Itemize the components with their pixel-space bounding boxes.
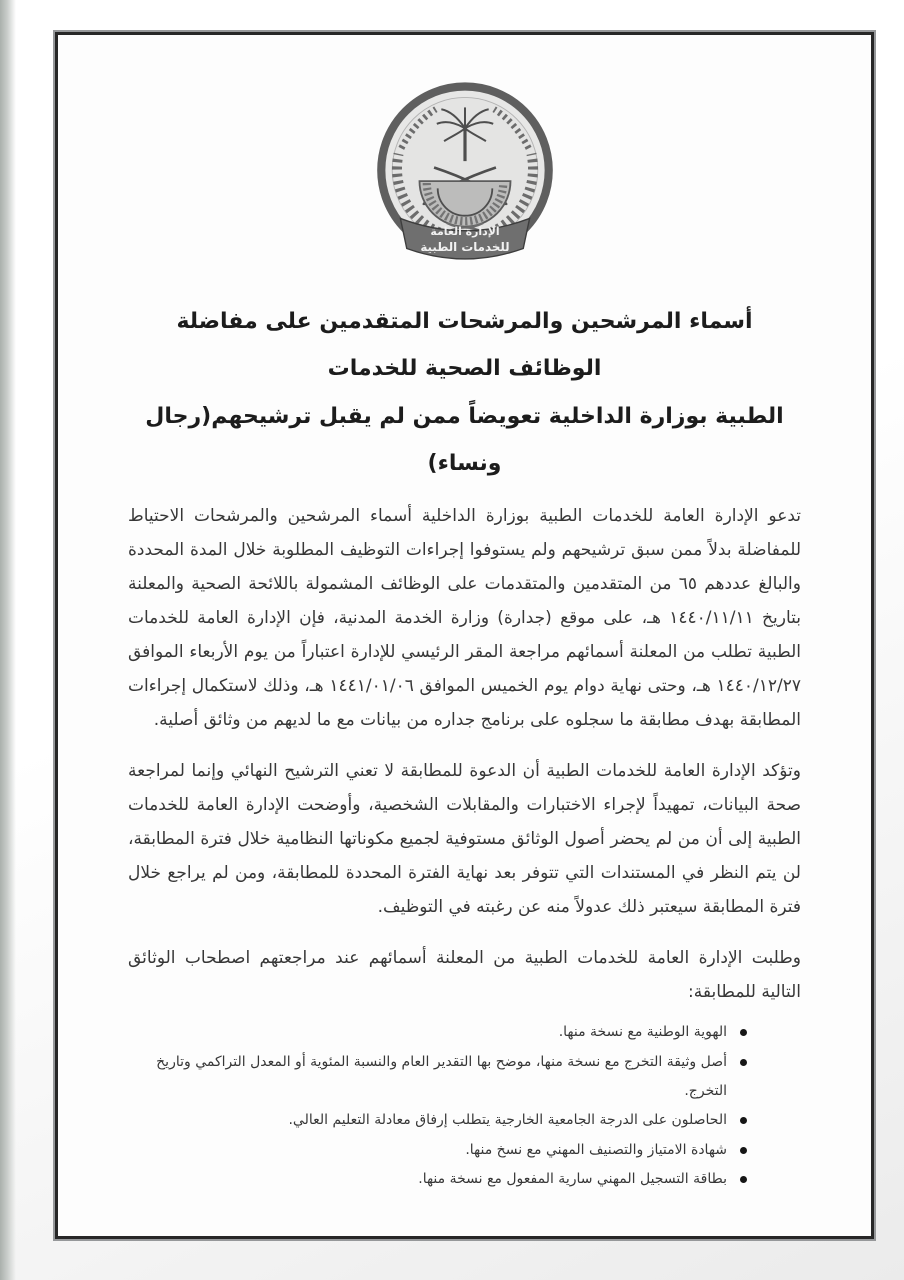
ribbon-text-line2: للخدمات الطبية xyxy=(419,240,510,255)
list-item-text: بطاقة التسجيل المهني سارية المفعول مع نسخة منها. xyxy=(418,1171,727,1188)
bullet-icon xyxy=(740,1176,747,1183)
list-item xyxy=(128,1136,747,1165)
list-item-text: شهادة الامتياز والتصنيف المهني مع نسخ منها. xyxy=(465,1141,727,1158)
bullet-icon xyxy=(740,1117,747,1124)
list-item xyxy=(128,1018,747,1047)
list-item xyxy=(128,1165,747,1194)
ribbon-band xyxy=(400,218,529,258)
list-item-text: الحاصلون على الدرجة الجامعية الخارجية يتطلب إرفاق معادلة التعليم العالي. xyxy=(288,1112,727,1129)
ribbon-text-line1: الإدارة العامة xyxy=(429,224,500,238)
bullet-icon xyxy=(740,1029,747,1036)
list-item-text: أصل وثيقة التخرج مع نسخة منها، موضح بها التقدير العام والنسبة المئوية أو المعدل التراكمي وتاريخ التخرج. xyxy=(156,1053,727,1099)
document-page xyxy=(55,32,874,1239)
scan-edge-shadow xyxy=(0,0,16,1280)
required-documents-list xyxy=(128,1018,801,1194)
list-item xyxy=(128,1106,747,1135)
ministry-of-interior-emblem-icon xyxy=(374,81,556,274)
document-title-line-1: أسماء المرشحين والمرشحات المتقدمين على مفاضلة الوظائف الصحية للخدمات xyxy=(176,309,753,382)
list-item-text: الهوية الوطنية مع نسخة منها. xyxy=(558,1024,727,1041)
document-title-line-2: الطبية بوزارة الداخلية تعويضاً ممن لم يقبل ترشيحهم(رجال ونساء) xyxy=(145,403,784,476)
bullet-icon xyxy=(740,1059,747,1066)
paragraph-clarification: وتؤكد الإدارة العامة للخدمات الطبية أن الدعوة للمطابقة لا تعني الترشيح النهائي وإنما لمراجعة صحة البيانات، تمهيداً لإجراء الاختبارات والمقابلات الشخصية، وأوضحت الإدارة العامة للخدمات الطبية إلى أن من لم يحضر أصول الوثائق مستوفية لجميع مكوناتها النظامية خلال فترة المطابقة، لن يتم النظر في المستندات التي تتوفر بعد نهاية الفترة المحددة للمطابقة، ومن لم يراجع خلال فترة المطابقة سيعتبر ذلك عدولاً منه عن رغبته في التوظيف. xyxy=(128,761,801,918)
paragraph-documents-intro: وطلبت الإدارة العامة للخدمات الطبية من المعلنة أسمائهم عند مراجعتهم اصطحاب الوثائق التالية للمطابقة: xyxy=(128,948,801,1003)
document-title xyxy=(128,298,801,487)
list-item xyxy=(128,1048,747,1107)
paragraph-invitation: تدعو الإدارة العامة للخدمات الطبية بوزارة الداخلية أسماء المرشحين والمرشحات الاحتياط للمفاضلة بدلاً ممن سبق ترشيحهم ولم يستوفوا إجراءات التوظيف المطلوبة خلال المدة المحددة والبالغ عددهم ٦٥ من المتقدمين والمتقدمات على الوظائف المشمولة باللائحة الصحية والمعلنة بتاريخ ١٤٤٠/١١/١١ هـ، على موقع (جدارة) وزارة الخدمة المدنية، فإن الإدارة العامة للخدمات الطبية تطلب من المعلنة أسمائهم مراجعة المقر الرئيسي للإدارة اعتباراً من يوم الأربعاء الموافق ١٤٤٠/١٢/٢٧ هـ، وحتى نهاية دوام يوم الخميس الموافق ١٤٤١/٠١/٠٦ هـ، وذلك لاستكمال إجراءات المطابقة بهدف مطابقة ما سجلوه على برنامج جداره من بيانات مع ما لديهم من وثائق أصلية. xyxy=(128,506,801,731)
ministry-emblem-logo xyxy=(128,81,801,278)
bullet-icon xyxy=(740,1147,747,1154)
